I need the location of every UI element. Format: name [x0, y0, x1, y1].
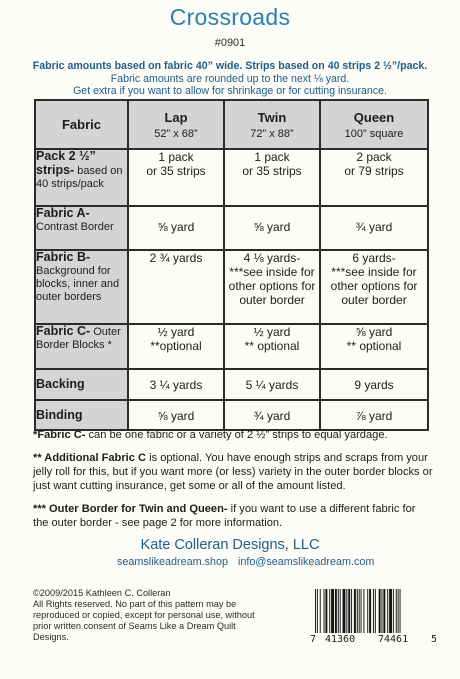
row-label-fabric-b: Fabric B- Background for blocks, inner and outer borders [35, 250, 128, 324]
barcode-bar [373, 589, 374, 633]
cell-twin: 5 ¼ yards [224, 369, 320, 400]
header-queen: Queen 100” square [320, 100, 428, 149]
barcode-bar [367, 589, 368, 633]
header-lap: Lap 52” x 68” [128, 100, 224, 149]
cell-queen: ⅞ yard [320, 400, 428, 430]
barcode-bar [369, 589, 371, 633]
rounding-note: Fabric amounts are rounded up to the next ⅛ yard. [110, 73, 350, 85]
barcode-bar [400, 589, 401, 633]
table-row [35, 206, 428, 250]
cell-lap: 2 ¾ yards [128, 250, 224, 324]
size-twin: 72” x 88” [250, 127, 294, 140]
cell-lap: ⅝ yard [128, 400, 224, 430]
fabric-width-note: Fabric amounts based on fabric 40” wide. Strips based on 40 strips 2 ½”/pack. [32, 60, 428, 72]
barcode-bar [354, 589, 356, 633]
barcode-bar [382, 589, 383, 633]
upc-barcode [315, 589, 432, 633]
barcode-bar [389, 589, 392, 633]
barcode-bar [375, 589, 376, 633]
barcode-bar [329, 589, 330, 633]
cell-lap: 3 ¼ yards [128, 369, 224, 400]
cell-lap: 1 pack or 35 strips [128, 149, 224, 206]
barcode-bar [331, 589, 334, 633]
cell-twin: 1 pack or 35 strips [224, 149, 320, 206]
barcode-bar [398, 589, 399, 633]
barcode-bar [317, 589, 318, 633]
cell-twin: 4 ⅛ yards- ***see inside for other options for outer border [224, 250, 320, 324]
cell-queen: ⅝ yard ** optional [320, 324, 428, 369]
table-row [35, 400, 428, 430]
cell-twin: ¾ yard [224, 400, 320, 430]
cell-queen: 6 yards- ***see inside for other options for outer border [320, 250, 428, 324]
cell-twin: ⅝ yard [224, 206, 320, 250]
size-queen: 100” square [344, 127, 404, 140]
cell-queen: ¾ yard [320, 206, 428, 250]
company-name: Kate Colleran Designs, LLC [140, 537, 320, 553]
barcode-bar [343, 589, 346, 633]
table-header-row [35, 100, 428, 149]
barcode-digit-check: 5 [431, 634, 438, 645]
note-fabric-c: *Fabric C- can be one fabric or a variety of 2 ½” strips to equal yardage. [33, 429, 388, 441]
barcode-bar [396, 589, 397, 633]
row-label-backing: Backing [35, 369, 128, 400]
copyright-line: ©2009/2015 Kathleen C. Colleran [33, 588, 171, 598]
row-label-fabric-c: Fabric C- Outer Border Blocks * [35, 324, 128, 369]
barcode-digits-right: 74461 [378, 634, 409, 645]
row-label-fabric-a: Fabric A- Contrast Border [35, 206, 128, 250]
barcode-bar [320, 589, 321, 633]
email-link[interactable]: info@seamslikeadream.com [238, 556, 375, 568]
barcode-bar [383, 589, 385, 633]
cell-twin: ½ yard ** optional [224, 324, 320, 369]
table-row [35, 250, 428, 324]
table-row [35, 369, 428, 400]
barcode-bar [379, 589, 381, 633]
barcode-bar [340, 589, 341, 633]
table-row [35, 324, 428, 369]
barcode-bar [361, 589, 362, 633]
website-link[interactable]: seamslikeadream.shop [117, 556, 229, 568]
size-lap: 52” x 68” [154, 127, 198, 140]
barcode-bar [363, 589, 364, 633]
table-row [35, 149, 428, 206]
barcode-bar [346, 589, 347, 633]
cell-lap: ½ yard **optional [128, 324, 224, 369]
pattern-number: #0901 [214, 37, 246, 49]
barcode-bar [351, 589, 352, 633]
row-label-binding: Binding [35, 400, 128, 430]
cell-queen: 2 pack or 79 strips [320, 149, 428, 206]
barcode-bar [357, 589, 358, 633]
barcode-bar [315, 589, 316, 633]
note-additional-fabric-c: ** Additional Fabric C is optional. You have enough strips and scraps from your jelly roll for this, but if you want more (or less) variety in the outer border blocks or just want cutting insurance, get some or all of the amount listed. [33, 452, 433, 492]
note-outer-border: *** Outer Border for Twin and Queen- if you want to use a different fabric for the outer border - see page 2 for more information. [33, 503, 416, 529]
fabric-requirements-table [34, 99, 429, 431]
barcode-digit-lead: 7 [310, 634, 317, 645]
cell-lap: ⅝ yard [128, 206, 224, 250]
rights-text: All Rights reserved. No part of this pattern may be reproduced or copied, except for personal use, without prior written consent of Seams Like a Dream Quilt Designs. [33, 599, 255, 642]
barcode-bar [359, 589, 360, 633]
barcode-bar [325, 589, 327, 633]
header-fabric: Fabric [35, 100, 128, 149]
copyright-block [33, 588, 273, 643]
barcode-bar [393, 589, 394, 633]
extra-note: Get extra if you want to allow for shrinkage or for cutting insurance. [73, 85, 387, 97]
pattern-title: Crossroads [169, 4, 291, 30]
barcode-bar [338, 589, 339, 633]
barcode-bar [387, 589, 388, 633]
row-label-pack: Pack 2 ½” strips- based on 40 strips/pack [35, 149, 128, 206]
header-twin: Twin 72” x 88” [224, 100, 320, 149]
cell-queen: 9 yards [320, 369, 428, 400]
barcode-bar [348, 589, 350, 633]
barcode-bar [335, 589, 337, 633]
barcode-digits-left: 41360 [325, 634, 356, 645]
barcode-bar [324, 589, 325, 633]
